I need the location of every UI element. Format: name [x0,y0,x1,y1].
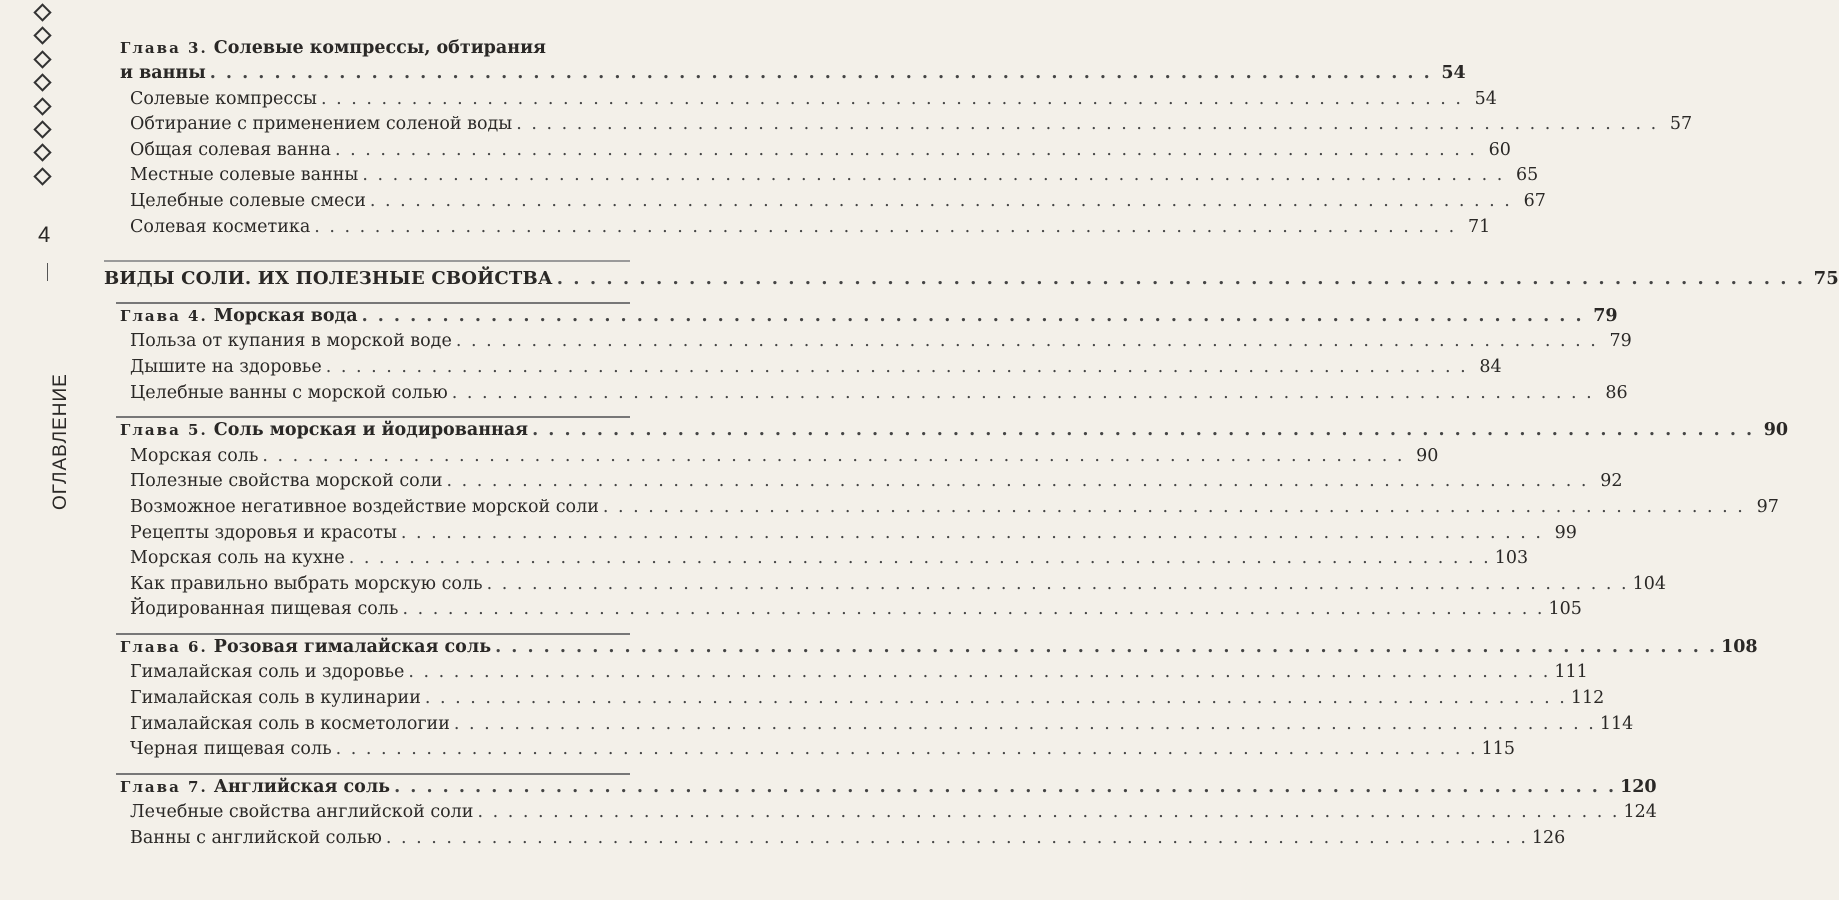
toc-entry[interactable] [104,469,1623,495]
dot-leader [394,775,1616,801]
entry-title: Польза от купания в морской воде [130,331,452,352]
page-ref: 99 [1554,522,1577,543]
toc-entry[interactable] [104,826,1566,852]
toc-entry[interactable] [104,660,1588,686]
decorative-diamonds [34,6,58,193]
dot-leader [532,418,1754,444]
chapter-label: Глава 4. [120,306,208,325]
diamond-ornament-icon [33,120,51,138]
toc-entry[interactable] [104,686,1605,712]
page-ref: 90 [1416,445,1439,466]
entry-title: Общая солевая ванна [130,139,331,160]
diamond-ornament-icon [33,144,51,162]
toc-entry[interactable] [104,381,1628,407]
chapter-7-items [104,800,1657,851]
entry-title: Гималайская соль в косметологии [130,713,450,734]
toc-entry[interactable] [104,712,1634,738]
chapter-4-heading[interactable] [104,304,1618,330]
left-rail [0,0,92,900]
table-of-contents [104,36,1839,852]
page-ref: 111 [1554,662,1588,683]
toc-entry[interactable] [104,521,1577,547]
part-title: ВИДЫ СОЛИ. ИХ ПОЛЕЗНЫЕ СВОЙСТВА [104,268,553,290]
page-ref: 79 [1593,305,1618,326]
chapter-6-heading[interactable] [104,635,1758,661]
entry-title: Местные солевые ванны [130,165,359,186]
toc-entry[interactable] [104,87,1497,113]
toc-entry[interactable] [104,800,1657,826]
running-header-text: ОГЛАВЛЕНИЕ [50,373,71,510]
page-ref: 120 [1620,776,1657,797]
dot-leader [477,800,1619,826]
dot-leader [456,329,1598,355]
page-ref: 86 [1605,382,1628,403]
dot-leader [487,572,1629,598]
dot-leader [452,381,1594,407]
chapter-title: Розовая гималайская соль [213,636,492,657]
dot-leader [446,469,1588,495]
dot-leader [362,163,1504,189]
entry-title: Йодированная пищевая соль [130,599,399,620]
page-ref: 97 [1756,496,1779,517]
toc-entry[interactable] [104,163,1539,189]
entry-title: Гималайская соль и здоровье [130,662,405,683]
dot-leader [386,826,1528,852]
entry-title: Черная пищевая соль [130,739,332,760]
toc-entry[interactable] [104,138,1511,164]
page-ref: 126 [1531,828,1566,849]
page-ref: 54 [1474,88,1497,109]
toc-entry[interactable] [104,737,1515,763]
page-ref: 54 [1441,63,1466,83]
chapter-label: Глава 3. [120,39,208,57]
toc-entry[interactable] [104,597,1582,623]
running-header [50,263,72,510]
chapter-label: Глава 5. [120,421,208,440]
diamond-ornament-icon [33,3,51,21]
entry-title: Ванны с английской солью [130,828,382,849]
dot-leader [314,215,1456,241]
entry-title: Целебные солевые смеси [130,190,366,211]
entry-title: Полезные свойства морской соли [130,471,443,492]
entry-title: Морская соль [130,445,259,466]
page-number: 4 [38,222,51,247]
page-ref: 112 [1570,688,1605,709]
diamond-ornament-icon [33,73,51,91]
entry-title: Гималайская соль в кулинарии [130,688,421,709]
chapter-title-line2: и ванны [120,63,206,83]
toc-entry[interactable] [104,215,1491,241]
page-ref: 114 [1599,713,1634,734]
chapter-7-heading[interactable] [104,775,1657,801]
diamond-ornament-icon [33,97,51,115]
entry-title: Дышите на здоровье [130,356,322,377]
toc-entry[interactable] [104,546,1529,572]
dot-leader [454,712,1596,738]
page-ref: 60 [1488,139,1511,160]
chapter-6-items [104,660,1634,762]
dot-leader [370,189,1512,215]
chapter-title: Английская соль [213,776,391,797]
dot-leader [336,737,1478,763]
entry-title: Рецепты здоровья и красоты [130,522,397,543]
diamond-ornament-icon [33,167,51,185]
dot-leader [349,546,1491,572]
page-ref: 79 [1609,331,1632,352]
entry-title: Целебные ванны с морской солью [130,382,448,403]
entry-title: Морская соль на кухне [130,548,345,569]
chapter-3-items [104,87,1693,241]
dot-leader [362,304,1584,330]
toc-entry[interactable] [104,444,1439,470]
dot-leader [495,635,1717,661]
page-ref: 108 [1721,636,1758,657]
chapter-3-heading-line2[interactable] [104,61,1466,87]
dot-leader [335,138,1477,164]
dot-leader [557,266,1805,292]
chapter-title: Соль морская и йодированная [213,420,529,441]
page-ref: 84 [1479,356,1502,377]
toc-entry[interactable] [104,112,1693,138]
page-ref: 104 [1632,573,1666,594]
page-ref: 67 [1523,190,1546,211]
page-ref: 90 [1763,420,1789,441]
diamond-ornament-icon [33,27,51,45]
entry-title: Лечебные свойства английской соли [130,802,474,823]
chapter-5-items [104,444,1779,623]
part-heading[interactable] [104,266,1839,292]
toc-entry[interactable] [104,189,1546,215]
page-ref: 65 [1516,165,1539,186]
dot-leader [425,686,1567,712]
entry-title: Обтирание с применением соленой воды [130,114,513,135]
dot-leader [603,495,1745,521]
toc-entry[interactable] [104,355,1502,381]
entry-title: Как правильно выбрать морскую соль [130,573,483,594]
dot-leader [321,87,1463,113]
dot-leader [408,660,1550,686]
page-ref: 124 [1623,802,1657,823]
dot-leader [402,597,1544,623]
rail-divider [47,263,48,281]
page-ref: 71 [1467,216,1491,237]
page-ref: 105 [1548,599,1582,620]
entry-title: Солевые компрессы [130,88,317,109]
page-ref: 115 [1481,739,1515,760]
chapter-label: Глава 7. [120,777,208,796]
dot-leader [401,521,1543,547]
page-ref: 103 [1494,548,1529,569]
entry-title: Возможное негативное воздействие морской соли [130,496,599,517]
dot-leader [262,444,1404,470]
dot-leader [326,355,1468,381]
chapter-title-line1: Солевые компрессы, обтирания [213,38,546,58]
diamond-ornament-icon [33,50,51,68]
dot-leader [516,112,1658,138]
dot-leader [210,61,1432,87]
toc-entry[interactable] [104,495,1779,521]
chapter-title: Морская вода [213,305,358,326]
page-ref: 75 [1813,268,1839,290]
chapter-3-heading[interactable] [104,36,630,61]
chapter-label: Глава 6. [120,637,208,656]
chapter-5-heading[interactable] [104,418,1789,444]
entry-title: Солевая косметика [130,216,311,237]
chapter-4-items [104,329,1632,406]
page-ref: 92 [1600,471,1623,492]
page-ref: 57 [1669,114,1693,135]
toc-entry[interactable] [104,329,1632,355]
toc-entry[interactable] [104,572,1666,598]
